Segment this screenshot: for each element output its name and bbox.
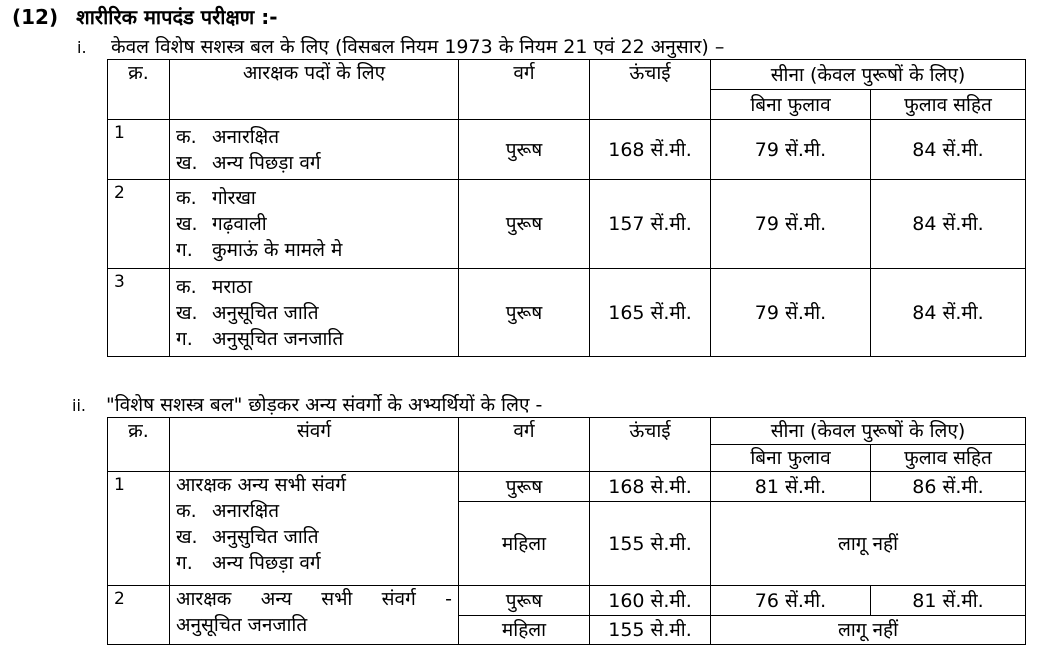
row-sn: 3 <box>108 269 170 357</box>
row-category-female: महिला <box>459 616 590 645</box>
list-item: क. अनारक्षित <box>176 125 280 148</box>
section-heading <box>12 3 278 30</box>
list-item: ख. गढ़वाली <box>176 213 267 235</box>
row-unexpanded: 76 सें.मी. <box>711 586 871 616</box>
header-chest: सीना (केवल पुरूषों के लिए) <box>711 418 1026 445</box>
row-height-female: 155 से.मी. <box>590 502 711 586</box>
row-unexpanded: 79 सें.मी. <box>711 269 871 357</box>
table-row <box>108 180 1026 269</box>
row-category-female: महिला <box>459 502 590 586</box>
row-chest-not-applicable: लागू नहीं <box>711 502 1026 586</box>
header-category: वर्ग <box>459 418 590 472</box>
header-chest: सीना (केवल पुरूषों के लिए) <box>711 60 1026 90</box>
row-expanded: 84 सें.मी. <box>871 269 1026 357</box>
header-height: ऊंचाई <box>590 418 711 472</box>
header-unexpanded: बिना फुलाव <box>711 90 871 120</box>
row-sn: 2 <box>108 586 170 645</box>
row-chest-not-applicable: लागू नहीं <box>711 616 1026 645</box>
list-item: क. मराठा <box>176 275 253 298</box>
list-item: ख. अनुसूचित जाति <box>176 301 319 324</box>
header-expanded: फुलाव सहित <box>871 90 1026 120</box>
row-unexpanded: 79 सें.मी. <box>711 180 871 269</box>
row-expanded: 81 सें.मी. <box>871 586 1026 616</box>
row-expanded: 84 सें.मी. <box>871 180 1026 269</box>
row-height: 168 सें.मी. <box>590 120 711 180</box>
part1-numeral: i. <box>77 38 87 57</box>
header-height: ऊंचाई <box>590 60 711 120</box>
header-sn: क्र. <box>108 60 170 120</box>
row-cadre <box>170 586 459 645</box>
cadre-subtitle: अनुसूचित जनजाति <box>176 614 308 636</box>
row-height-male: 168 से.मी. <box>590 472 711 502</box>
list-item: क. अनारक्षित <box>176 500 280 522</box>
row-sn: 1 <box>108 120 170 180</box>
cadre-title: आरक्षक अन्य सभी संवर्ग - <box>176 588 452 610</box>
part2-heading-text: "विशेष सशस्त्र बल" छोड़कर अन्य संवर्गो के अभ्यर्थियों के लिए - <box>106 394 543 416</box>
row-category: पुरूष <box>459 120 590 180</box>
header-posts: आरक्षक पदों के लिए <box>170 60 459 120</box>
row-posts <box>170 180 459 269</box>
cadre-title: आरक्षक अन्य सभी संवर्ग <box>176 474 346 496</box>
table-row <box>108 472 1026 502</box>
part2-heading <box>72 391 542 417</box>
row-sn: 2 <box>108 180 170 269</box>
list-item: क. गोरखा <box>176 187 256 209</box>
list-item: ख. अन्य पिछड़ा वर्ग <box>176 151 321 174</box>
part1-heading <box>77 33 724 59</box>
row-expanded: 86 सें.मी. <box>871 472 1026 502</box>
table-special-armed-force <box>107 59 1026 357</box>
table-row <box>108 269 1026 357</box>
part1-heading-text: केवल विशेष सशस्त्र बल के लिए (विसबल नियम 1973 के नियम 21 एवं 22 अनुसार) – <box>111 36 725 58</box>
row-cadre <box>170 472 459 586</box>
table-row <box>108 120 1026 180</box>
row-category-male: पुरूष <box>459 586 590 616</box>
list-item: ग. अन्य पिछड़ा वर्ग <box>176 552 321 574</box>
row-category: पुरूष <box>459 269 590 357</box>
row-height-male: 160 से.मी. <box>590 586 711 616</box>
header-cadre: संवर्ग <box>170 418 459 472</box>
row-category: पुरूष <box>459 180 590 269</box>
section-title: शारीरिक मापदंड परीक्षण :- <box>76 5 278 29</box>
row-posts <box>170 120 459 180</box>
row-height-female: 155 से.मी. <box>590 616 711 645</box>
row-sn: 1 <box>108 472 170 586</box>
section-number: (12) <box>12 5 59 29</box>
row-category-male: पुरूष <box>459 472 590 502</box>
row-height: 165 सें.मी. <box>590 269 711 357</box>
header-sn: क्र. <box>108 418 170 472</box>
row-unexpanded: 79 सें.मी. <box>711 120 871 180</box>
row-expanded: 84 सें.मी. <box>871 120 1026 180</box>
part2-numeral: ii. <box>72 396 86 415</box>
row-unexpanded: 81 सें.मी. <box>711 472 871 502</box>
header-unexpanded: बिना फुलाव <box>711 445 871 472</box>
table-row <box>108 586 1026 616</box>
row-posts <box>170 269 459 357</box>
header-category: वर्ग <box>459 60 590 120</box>
list-item: ग. कुमाऊं के मामले मे <box>176 239 343 261</box>
list-item: ख. अनुसुचित जाति <box>176 526 319 548</box>
row-height: 157 सें.मी. <box>590 180 711 269</box>
table-other-cadres <box>107 417 1026 645</box>
list-item: ग. अनुसूचित जनजाति <box>176 327 344 350</box>
header-expanded: फुलाव सहित <box>871 445 1026 472</box>
